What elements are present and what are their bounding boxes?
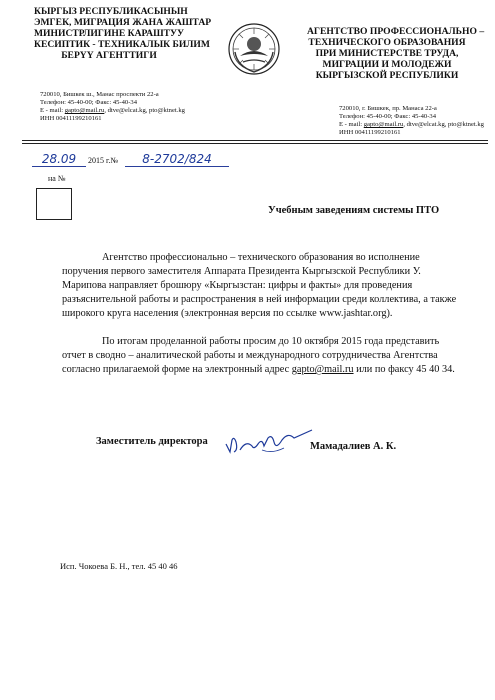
- header-right-line: КЫРГЫЗСКОЙ РЕСПУБЛИКИ: [315, 70, 459, 81]
- header-left-line: МИНИСТРЛИГИНЕ КАРАШТУУ: [34, 28, 185, 39]
- email-link[interactable]: gapto@mail.ru: [363, 121, 404, 128]
- signer-position: Заместитель директора: [96, 436, 208, 447]
- header-right-email: [339, 121, 489, 129]
- header-divider-thin: [22, 143, 488, 144]
- addressee: Учебным заведениям системы ПТО: [268, 205, 440, 216]
- header-left-line: КЫРГЫЗ РЕСПУБЛИКАСЫНЫН: [34, 6, 188, 17]
- header-left-email: [40, 107, 200, 115]
- state-emblem-icon: [227, 22, 281, 76]
- email-link[interactable]: gapto@mail.ru: [64, 107, 105, 114]
- header-divider: [22, 140, 488, 141]
- header-right-line: ТЕХНИЧЕСКОГО ОБРАЗОВАНИЯ: [308, 37, 466, 48]
- header-left-address: 720010, Бишкек ш., Манас проспекти 22-а: [40, 91, 159, 98]
- paragraph-2-start: По итогам проделанной работы просим до 10 октября 2015 года представить отчет в сводно – аналитической работы и международного сотрудничества Агентства согласно прилагаемой форме на электронный адрес: [62, 336, 440, 375]
- header-left-line: ЭМГЕК, МИГРАЦИЯ ЖАНА ЖАШТАР: [34, 17, 212, 28]
- signer-name: Мамадалиев А. К.: [310, 441, 397, 452]
- paragraph-2-email[interactable]: gapto@mail.ru: [291, 364, 354, 375]
- email-prefix: E - mail:: [40, 107, 64, 114]
- letter-body: [62, 251, 458, 377]
- handwritten-date: 28.09: [32, 152, 86, 167]
- header-left-title: [34, 6, 212, 61]
- executor-info: Исп. Чокоева Б. Н., тел. 45 40 46: [60, 561, 178, 571]
- header-right-line: АГЕНТСТВО ПРОФЕССИОНАЛЬНО –: [307, 26, 485, 37]
- header-right-title: [307, 26, 485, 81]
- header-right-inn: ИНН 00411199210161: [339, 129, 401, 136]
- reference-line: [30, 152, 290, 174]
- email-rest: , dtve@elcat.kg, pto@ktnet.kg: [104, 107, 185, 114]
- paragraph-1: Агентство профессионально – технического образования во исполнение поручения первого заместителя Аппарата Президента Кыргызской Республики У. Марипова направляет брошюру «Кыргызстан: цифры и факты» для проведения разъяснительной работы и распространения в ней информации среди коллектива, а также широкого круга населения (электронная версия по ссылке www.jashtar.org).: [62, 252, 457, 319]
- year-suffix: 2015 г.№: [88, 156, 119, 165]
- header-right-phone: Телефон: 45-40-00; Факс: 45-40-34: [339, 113, 436, 120]
- header-right-contacts: [339, 105, 489, 137]
- attachment-box: [36, 188, 72, 220]
- header-left-contacts: [40, 91, 200, 123]
- header-right-address: 720010, г. Бишкек, пр. Манаса 22-а: [339, 105, 437, 112]
- header-left-phone: Телефон: 45-40-00; Факс: 45-40-34: [40, 99, 137, 106]
- header-left-inn: ИНН 00411199210161: [40, 115, 102, 122]
- header-left-line: КЕСИПТИК - ТЕХНИКАЛЫК БИЛИМ: [34, 39, 210, 50]
- handwritten-number: 8-2702/824: [125, 152, 229, 167]
- handwritten-signature-icon: [222, 428, 318, 462]
- paragraph-2-end: или по факсу 45 40 34.: [353, 364, 455, 375]
- header-right-line: МИГРАЦИИ И МОЛОДЕЖИ: [322, 59, 452, 70]
- incoming-ref-label: на №: [48, 174, 66, 183]
- header-right-line: ПРИ МИНИСТЕРСТВЕ ТРУДА,: [315, 48, 459, 59]
- paragraph-2: [62, 335, 458, 377]
- email-prefix: E - mail:: [339, 121, 363, 128]
- header-left-line: БЕРҮҮ АГЕНТТИГИ: [61, 50, 157, 61]
- email-rest: , dtve@elcat.kg, pto@ktnet.kg: [403, 121, 484, 128]
